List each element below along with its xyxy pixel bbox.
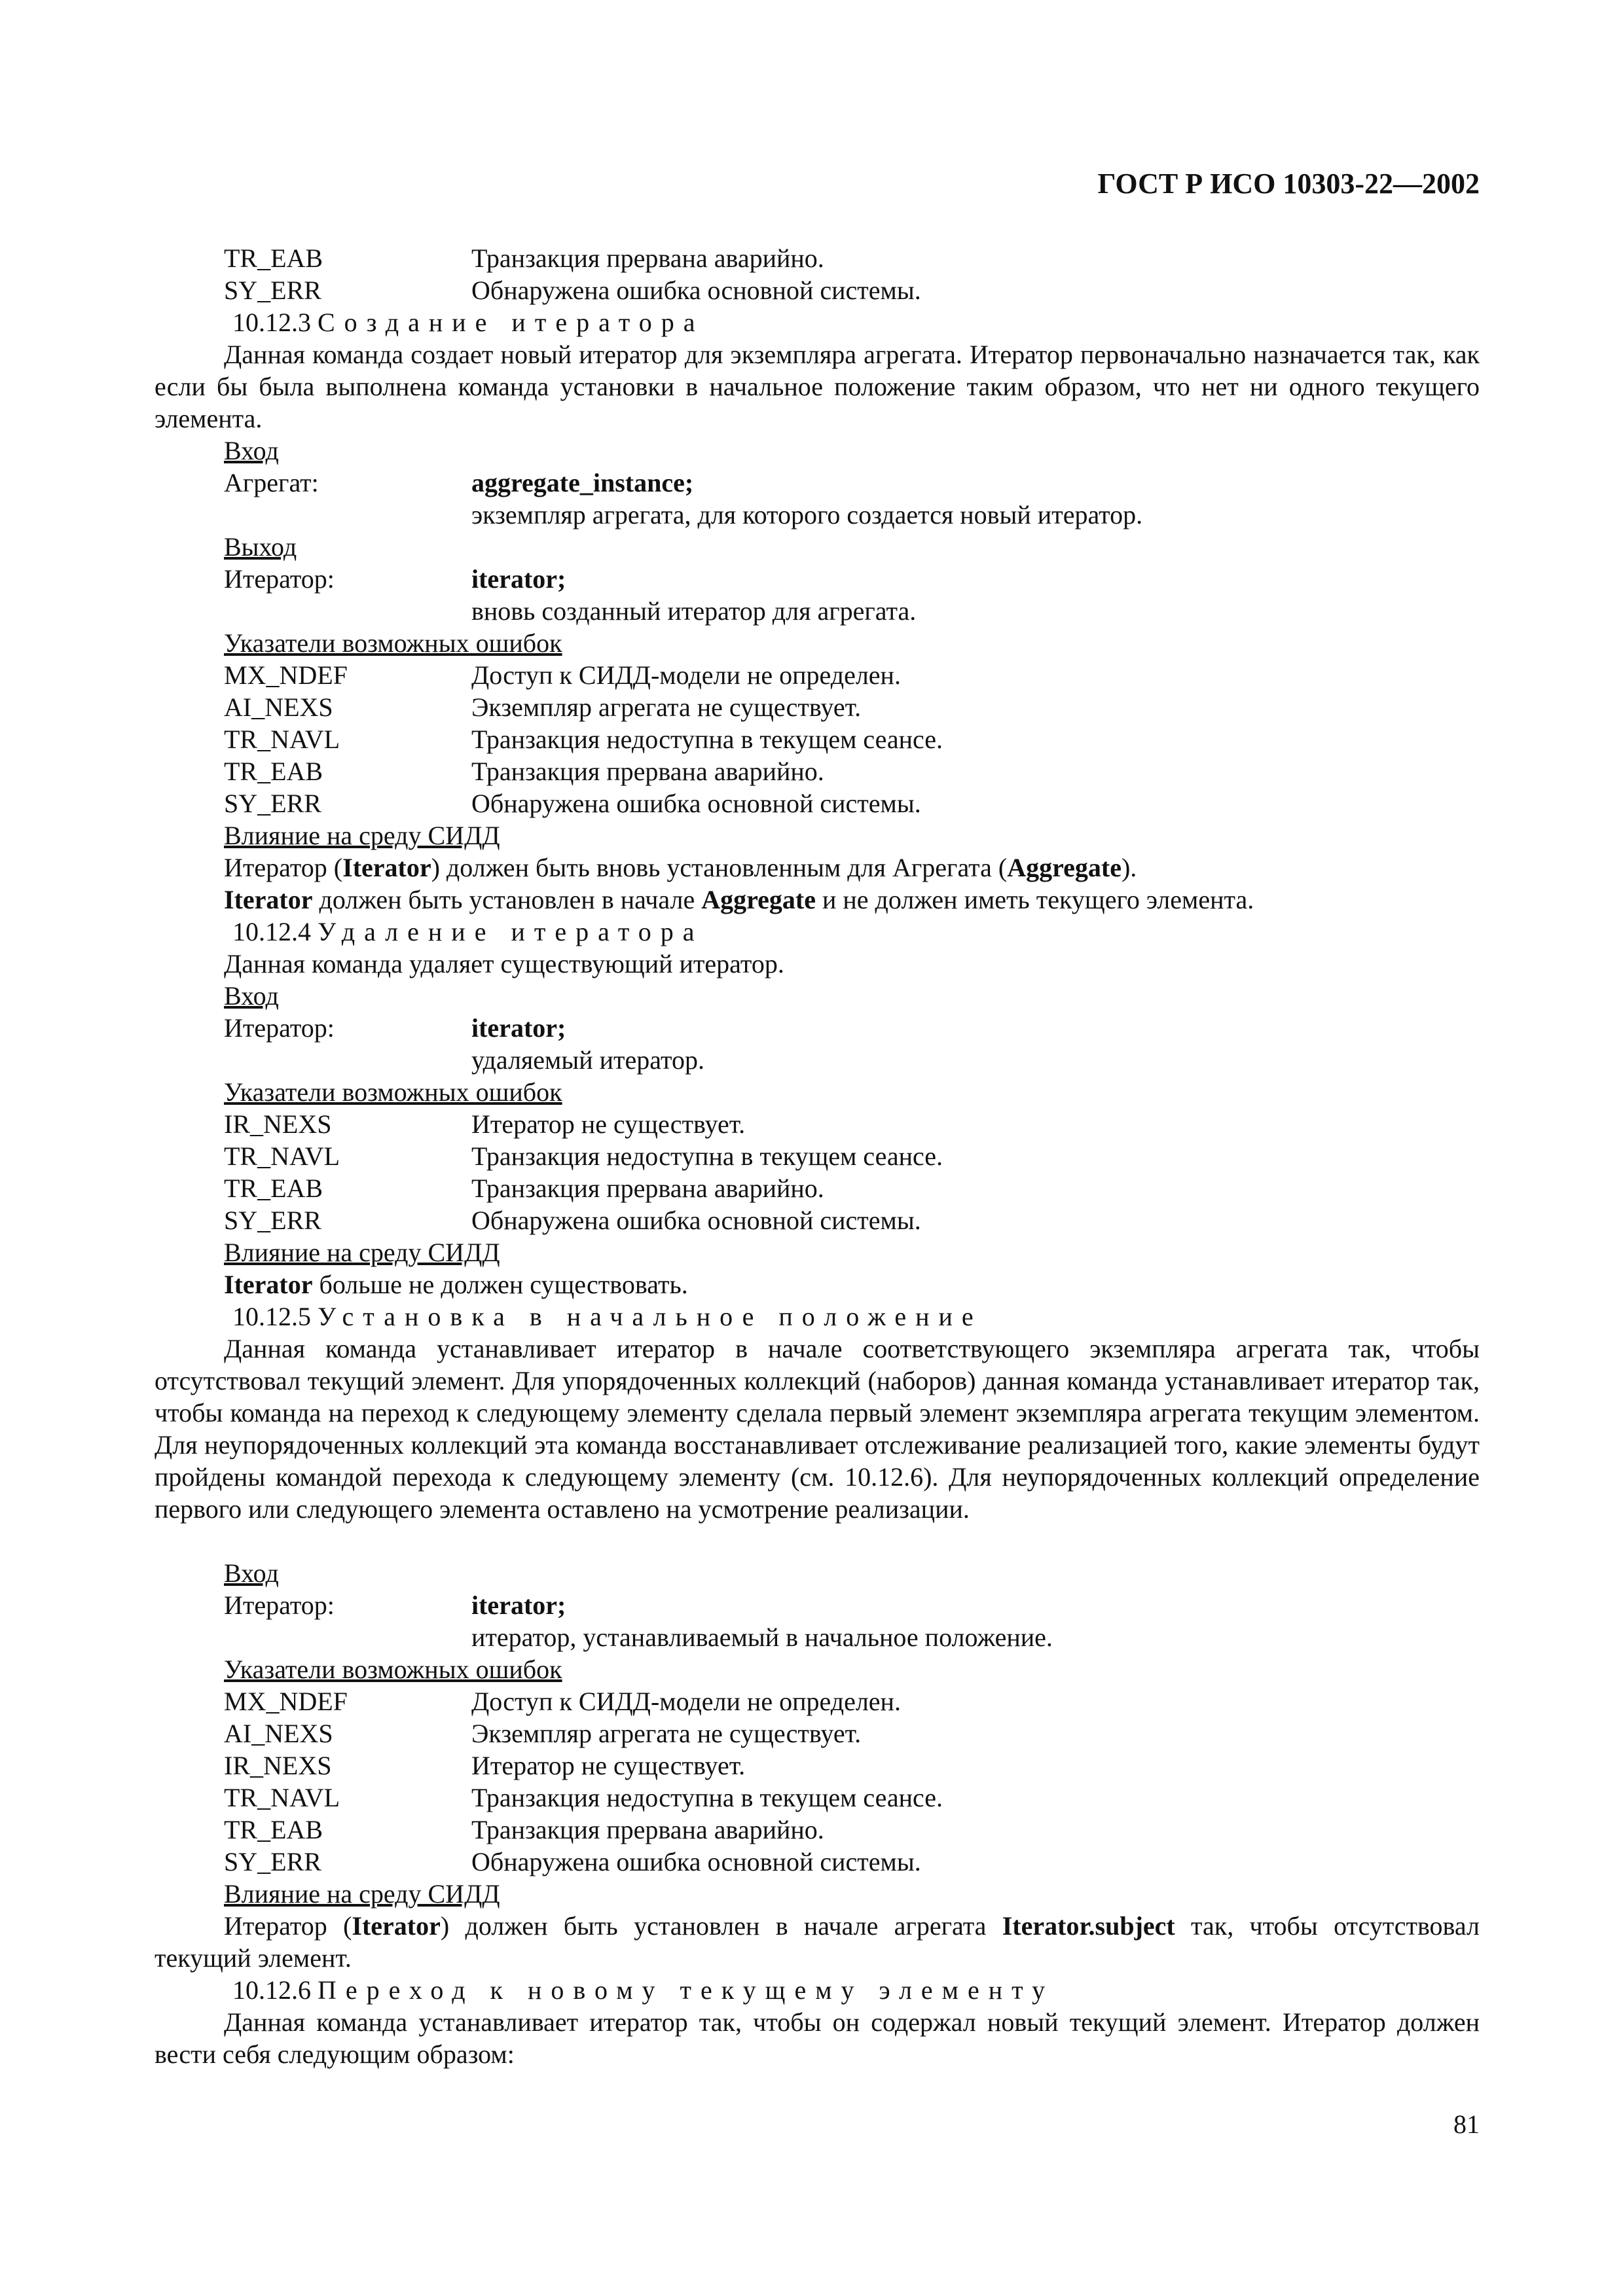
param-row bbox=[155, 563, 1480, 595]
error-row bbox=[155, 659, 1480, 691]
section-number: 10.12.3 bbox=[232, 308, 311, 337]
error-code: TR_EAB bbox=[224, 757, 323, 786]
error-code: SY_ERR bbox=[224, 789, 321, 818]
error-text: Транзакция недоступна в текущем сеансе. bbox=[471, 725, 943, 754]
error-row bbox=[155, 1846, 1480, 1878]
param-label: Итератор: bbox=[224, 564, 335, 594]
effect-text: Итератор (Iterator) должен быть вновь установленным для Агрегата (Aggregate). bbox=[224, 853, 1137, 882]
effect-text: Итератор (Iterator) должен быть установлен в начале агрегата Iterator.subject так, чтобы отсутствовал текущий элемент. bbox=[155, 1911, 1480, 1973]
error-code: MX_NDEF bbox=[224, 1687, 348, 1716]
section-title: Установка в начальное положение bbox=[318, 1302, 983, 1331]
error-code: TR_EAB bbox=[224, 1174, 323, 1203]
error-text: Итератор не существует. bbox=[471, 1751, 746, 1780]
section-description: Данная команда устанавливает итератор в начале соответствующего экземпляра агрегата так, чтобы отсутствовал текущий элемент. Для упорядоченных коллекций (наборов) данная команда устанавливает итератор так, чтобы команда на переход к следующему элементу сделала первый элемент экземпляра агрегата текущим элементом. Для неупорядоченных коллекций эта команда восстанавливает отслеживание реализацией того, какие элементы будут пройдены командой перехода к следующему элементу (см. 10.12.6). Для неупорядоченных коллекций определение первого или следующего элемента оставлено на усмотрение реализации. bbox=[155, 1334, 1480, 1524]
param-description: экземпляр агрегата, для которого создается новый итератор. bbox=[471, 500, 1143, 529]
section-description: Данная команда удаляет существующий итератор. bbox=[224, 949, 784, 978]
error-text: Транзакция недоступна в текущем сеансе. bbox=[471, 1141, 943, 1171]
error-row bbox=[155, 242, 1480, 274]
param-type: iterator; bbox=[471, 1590, 566, 1620]
error-row bbox=[155, 723, 1480, 755]
effect-heading: Влияние на среду СИДД bbox=[224, 821, 500, 850]
error-code: SY_ERR bbox=[224, 276, 321, 305]
section-title: Создание итератора bbox=[318, 308, 704, 337]
error-text: Транзакция прервана аварийно. bbox=[471, 1174, 824, 1203]
error-text: Доступ к СИДД-модели не определен. bbox=[471, 660, 901, 690]
error-text: Транзакция прервана аварийно. bbox=[471, 243, 824, 273]
section-title: Удаление итератора bbox=[318, 917, 704, 946]
error-text: Экземпляр агрегата не существует. bbox=[471, 692, 862, 722]
error-row bbox=[155, 1814, 1480, 1846]
error-row bbox=[155, 1749, 1480, 1782]
param-row bbox=[155, 1012, 1480, 1044]
input-heading: Вход bbox=[224, 981, 279, 1011]
section-heading bbox=[155, 1974, 1480, 2006]
errors-heading: Указатели возможных ошибок bbox=[224, 1655, 562, 1684]
error-code: TR_NAVL bbox=[224, 1141, 340, 1171]
input-heading: Вход bbox=[224, 436, 279, 465]
param-label: Агрегат: bbox=[224, 468, 319, 497]
param-description: вновь созданный итератор для агрегата. bbox=[471, 596, 917, 626]
errors-heading: Указатели возможных ошибок bbox=[224, 1077, 562, 1107]
param-row bbox=[155, 1589, 1480, 1621]
error-text: Обнаружена ошибка основной системы. bbox=[471, 1206, 921, 1235]
effect-text: Iterator больше не должен существовать. bbox=[224, 1270, 688, 1299]
section-number: 10.12.4 bbox=[232, 917, 311, 946]
error-row bbox=[155, 1204, 1480, 1236]
output-heading: Выход bbox=[224, 532, 297, 562]
error-text: Экземпляр агрегата не существует. bbox=[471, 1719, 862, 1748]
error-code: TR_NAVL bbox=[224, 725, 340, 754]
param-description: итератор, устанавливаемый в начальное положение. bbox=[471, 1623, 1053, 1652]
effect-heading: Влияние на среду СИДД bbox=[224, 1238, 500, 1267]
error-code: AI_NEXS bbox=[224, 1719, 333, 1748]
page-content bbox=[155, 242, 1480, 2070]
error-row bbox=[155, 1685, 1480, 1717]
error-text: Транзакция прервана аварийно. bbox=[471, 1815, 824, 1844]
errors-heading: Указатели возможных ошибок bbox=[224, 628, 562, 658]
param-label: Итератор: bbox=[224, 1013, 335, 1043]
section-heading bbox=[155, 1300, 1480, 1333]
error-row bbox=[155, 1172, 1480, 1204]
error-row bbox=[155, 274, 1480, 306]
error-row bbox=[155, 691, 1480, 723]
error-code: IR_NEXS bbox=[224, 1109, 332, 1139]
effect-heading: Влияние на среду СИДД bbox=[224, 1879, 500, 1909]
error-code: TR_EAB bbox=[224, 243, 323, 273]
param-row bbox=[155, 467, 1480, 499]
section-heading bbox=[155, 306, 1480, 338]
error-code: MX_NDEF bbox=[224, 660, 348, 690]
error-row bbox=[155, 1717, 1480, 1749]
param-type: aggregate_instance; bbox=[471, 468, 694, 497]
error-row bbox=[155, 755, 1480, 787]
section-title: Переход к новому текущему элементу bbox=[318, 1975, 1055, 2005]
param-description: удаляемый итератор. bbox=[471, 1045, 704, 1075]
error-text: Обнаружена ошибка основной системы. bbox=[471, 789, 921, 818]
error-text: Обнаружена ошибка основной системы. bbox=[471, 1847, 921, 1876]
input-heading: Вход bbox=[224, 1558, 279, 1588]
error-text: Итератор не существует. bbox=[471, 1109, 746, 1139]
error-code: IR_NEXS bbox=[224, 1751, 332, 1780]
page-number: 81 bbox=[1453, 2109, 1480, 2139]
effect-text: Iterator должен быть установлен в начале Aggregate и не должен иметь текущего элемента. bbox=[224, 885, 1254, 914]
error-code: AI_NEXS bbox=[224, 692, 333, 722]
error-row bbox=[155, 787, 1480, 819]
error-text: Транзакция недоступна в текущем сеансе. bbox=[471, 1783, 943, 1812]
error-code: SY_ERR bbox=[224, 1847, 321, 1876]
section-number: 10.12.5 bbox=[232, 1302, 311, 1331]
error-row bbox=[155, 1108, 1480, 1140]
error-code: TR_EAB bbox=[224, 1815, 323, 1844]
section-description: Данная команда создает новый итератор для экземпляра агрегата. Итератор первоначально назначается так, как если бы была выполнена команда установки в начальное положение таким образом, что нет ни одного текущего элемента. bbox=[155, 340, 1480, 433]
error-text: Доступ к СИДД-модели не определен. bbox=[471, 1687, 901, 1716]
error-row bbox=[155, 1140, 1480, 1172]
error-text: Обнаружена ошибка основной системы. bbox=[471, 276, 921, 305]
error-text: Транзакция прервана аварийно. bbox=[471, 757, 824, 786]
param-type: iterator; bbox=[471, 564, 566, 594]
section-heading bbox=[155, 916, 1480, 948]
param-label: Итератор: bbox=[224, 1590, 335, 1620]
error-row bbox=[155, 1782, 1480, 1814]
section-description: Данная команда устанавливает итератор так, чтобы он содержал новый текущий элемент. Итератор должен вести себя следующим образом: bbox=[155, 2007, 1480, 2069]
error-code: SY_ERR bbox=[224, 1206, 321, 1235]
error-code: TR_NAVL bbox=[224, 1783, 340, 1812]
section-number: 10.12.6 bbox=[232, 1975, 311, 2005]
document-header: ГОСТ Р ИСО 10303-22—2002 bbox=[1097, 168, 1480, 200]
param-type: iterator; bbox=[471, 1013, 566, 1043]
